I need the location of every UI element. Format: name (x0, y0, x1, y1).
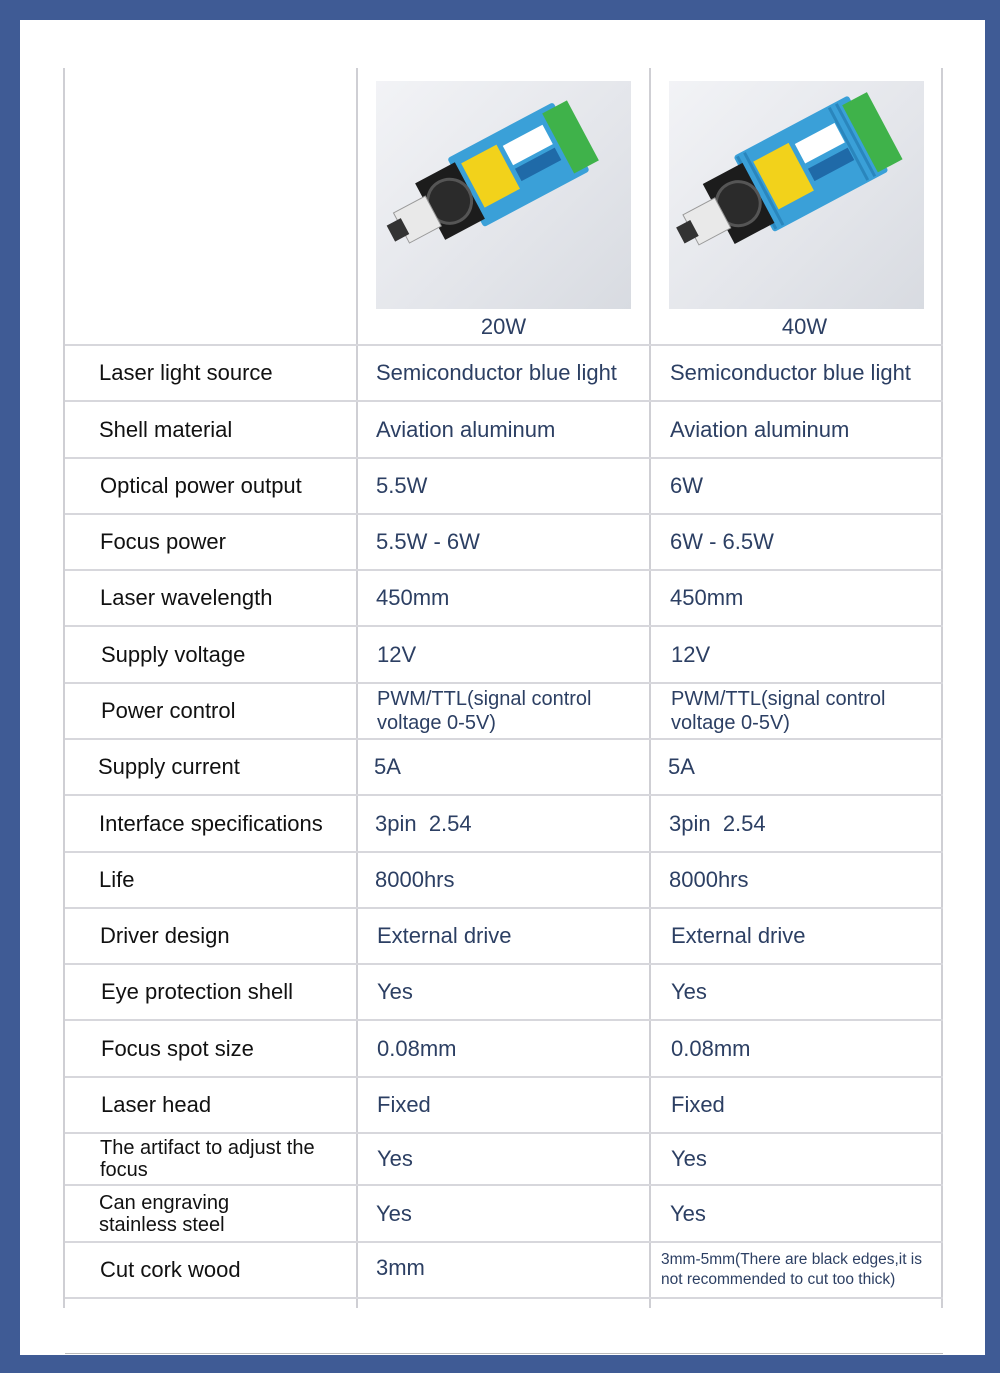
spec-value: 0.08mm (377, 1035, 457, 1061)
grid-line-left (63, 68, 65, 1308)
spec-value: Yes (670, 1200, 706, 1226)
spec-value: 450mm (670, 585, 744, 610)
spec-label: The artifact to adjust the focus (100, 1137, 315, 1181)
spec-value: 3mm-5mm(There are black edges,it is not recommended to cut too thick) (661, 1251, 922, 1288)
spec-label: Life (99, 867, 135, 892)
spec-value: 5.5W - 6W (376, 529, 480, 554)
spec-value: 6W (670, 473, 703, 498)
spec-label: Optical power output (100, 473, 302, 498)
grid-line-col2 (649, 68, 651, 1308)
spec-value: Fixed (671, 1092, 725, 1117)
spec-value: Yes (377, 979, 413, 1004)
spec-label: Supply current (98, 754, 240, 779)
product-image-40w (669, 81, 924, 309)
spec-value: External drive (671, 923, 806, 948)
spec-label: Focus spot size (101, 1035, 254, 1061)
spec-label: Interface specifications (99, 810, 323, 836)
spec-value: Aviation aluminum (376, 416, 556, 442)
spec-label: Laser wavelength (100, 585, 273, 610)
spec-value: 5.5W (376, 473, 428, 498)
grid-line-col1 (356, 68, 358, 1308)
spec-value: 3pin 2.54 (669, 810, 766, 836)
spec-value: 12V (671, 641, 711, 667)
row-divider (65, 1297, 943, 1299)
spec-value: 12V (377, 641, 417, 667)
spec-value: Fixed (377, 1092, 431, 1117)
product-name: 40W (781, 314, 828, 339)
spec-value: 3pin 2.54 (375, 810, 472, 836)
spec-value: Yes (671, 1146, 707, 1171)
grid-line-right (941, 68, 943, 1308)
bottom-rule (65, 1353, 943, 1354)
spec-label: Shell material (99, 416, 233, 442)
spec-card (20, 20, 985, 1355)
spec-label: Laser light source (99, 360, 273, 385)
spec-label: Cut cork wood (100, 1257, 241, 1282)
spec-label: Power control (101, 698, 236, 723)
spec-label: Supply voltage (101, 641, 246, 667)
laser-module-icon (376, 81, 631, 309)
spec-label: Can engraving stainless steel (99, 1191, 230, 1236)
spec-value: 0.08mm (671, 1035, 751, 1061)
spec-value: 3mm (376, 1255, 425, 1280)
spec-label: Laser head (101, 1092, 212, 1117)
spec-value: 8000hrs (375, 867, 455, 892)
spec-value: 6W - 6.5W (670, 529, 774, 554)
spec-value: PWM/TTL(signal control voltage 0-5V) (671, 688, 886, 734)
spec-label: Driver design (100, 923, 230, 948)
spec-value: Yes (377, 1146, 413, 1171)
spec-value: Semiconductor blue light (670, 360, 911, 385)
spec-label: Focus power (100, 529, 226, 554)
product-image-20w (376, 81, 631, 309)
spec-value: Yes (376, 1200, 412, 1226)
spec-value: 450mm (376, 585, 450, 610)
spec-value: Yes (671, 979, 707, 1004)
spec-value: External drive (377, 923, 512, 948)
spec-label: Eye protection shell (101, 979, 293, 1004)
spec-value: PWM/TTL(signal control voltage 0-5V) (377, 688, 592, 734)
laser-module-icon (669, 81, 924, 309)
spec-value: 8000hrs (669, 867, 749, 892)
spec-value: Semiconductor blue light (376, 360, 617, 385)
product-name: 20W (480, 314, 527, 339)
spec-value: 5A (668, 754, 695, 779)
spec-value: 5A (374, 754, 401, 779)
spec-value: Aviation aluminum (670, 416, 850, 442)
